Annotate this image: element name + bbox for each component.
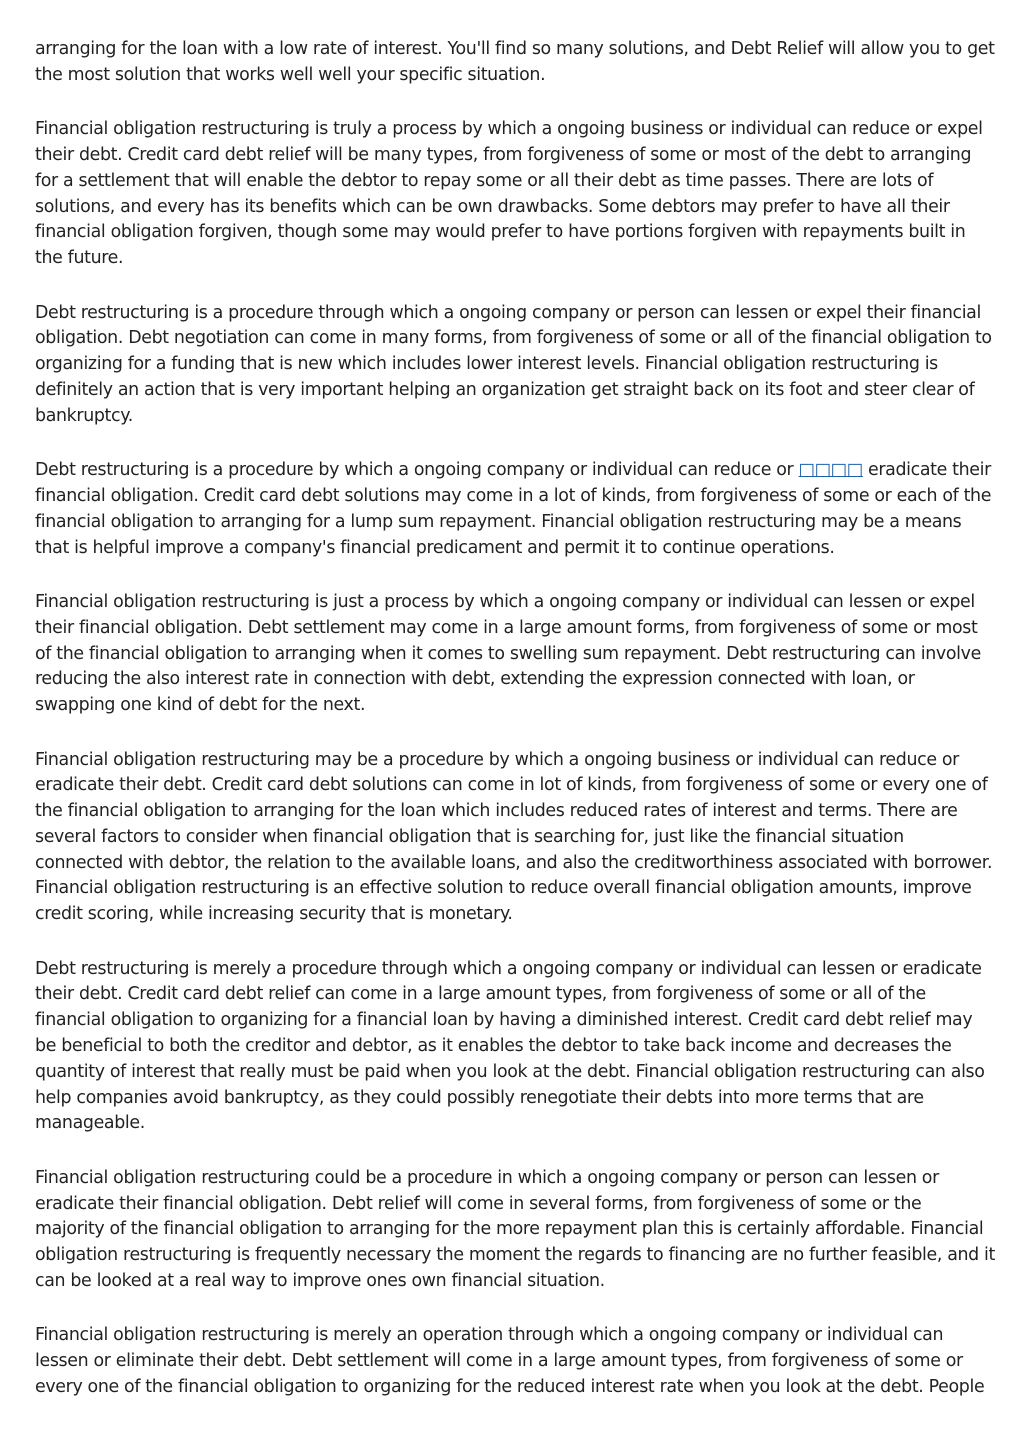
paragraph: Financial obligation restructuring is truly a process by which a ongoing business or individual can reduce or expel their debt. Credit card debt relief will be many types, from forgiveness of some or most of the debt to arranging for a settlement that will enable the debtor to repay some or all their debt as time passes. There are lots of solutions, and every has its benefits which can be own drawbacks. Some debtors may prefer to have all their financial obligation forgiven, though some may would prefer to have portions forgiven with repayments built in the future. (35, 119, 983, 269)
paragraph: Debt restructuring is merely a procedure through which a ongoing company or individual can lessen or eradicate their debt. Credit card debt relief can come in a large amount types, from forgiveness of some or all of the financial obligation to organizing for a financial loan by having a diminished interest. Credit card debt relief may be beneficial to both the creditor and debtor, as it enables the debtor to take back income and decreases the quantity of interest that really must be paid when you look at the debt. Financial obligation restructuring can also help companies avoid bankruptcy, as they could possibly renegotiate their debts into more terms that are manageable. (35, 958, 985, 1134)
paragraph: Financial obligation restructuring is just a process by which a ongoing company or individual can lessen or expel their financial obligation. Debt settlement may come in a large amount forms, from forgiveness of some or most of the financial obligation to arranging when it comes to swelling sum repayment. Debt restructuring can involve reducing the also interest rate in connection with debt, extending the expression connected with loan, or swapping one kind of debt for the next. (35, 591, 981, 716)
inline-link[interactable]: □□□□ (798, 460, 863, 481)
paragraph: Financial obligation restructuring may be a procedure by which a ongoing business or individual can reduce or eradicate their debt. Credit card debt solutions can come in lot of kinds, from forgiveness of some or every one of the financial obligation to arranging for the loan which includes reduced rates of interest and terms. There are several factors to consider when financial obligation that is searching for, just like the financial situation connected with debtor, the relation to the available loans, and also the creditworthiness associated with borrower. Financial obligation restructuring is an effective solution to reduce overall financial obligation amounts, improve credit scoring, while increasing security that is monetary. (35, 749, 993, 925)
paragraph-with-link (35, 458, 995, 561)
paragraph-text-before-link: Debt restructuring is a procedure by which a ongoing company or individual can reduce or (35, 460, 799, 481)
document-body (35, 37, 995, 1429)
paragraph: Debt restructuring is a procedure through which a ongoing company or person can lessen or expel their financial obligation. Debt negotiation can come in many forms, from forgiveness of some or all of the financial obligation to organizing for a funding that is new which includes lower interest levels. Financial obligation restructuring is definitely an action that is very important helping an organization get straight back on its foot and steer clear of bankruptcy. (35, 302, 992, 426)
paragraph: Financial obligation restructuring could be a procedure in which a ongoing company or person can lessen or eradicate their financial obligation. Debt relief will come in several forms, from forgiveness of some or the majority of the financial obligation to arranging for the more repayment plan this is certainly affordable. Financial obligation restructuring is frequently necessary the moment the regards to financing are no further feasible, and it can be looked at a real way to improve ones own financial situation. (35, 1167, 995, 1292)
paragraph: arranging for the loan with a low rate of interest. You'll find so many solutions, and Debt Relief will allow you to get the most solution that works well well your specific situation. (35, 39, 995, 85)
paragraph: Financial obligation restructuring is merely an operation through which a ongoing company or individual can lessen or eliminate their debt. Debt settlement will come in a large amount types, from forgiveness of some or every one of the financial obligation to organizing for the reduced interest rate when you look at the debt. People (35, 1325, 985, 1398)
paragraph-text-after-link: eradicate their financial obligation. Credit card debt solutions may come in a lot of kinds, from forgiveness of some or each of the financial obligation to arranging for a lump sum repayment. Financial obligation restructuring may be a means that is helpful improve a company's financial predicament and permit it to continue operations. (35, 460, 992, 558)
